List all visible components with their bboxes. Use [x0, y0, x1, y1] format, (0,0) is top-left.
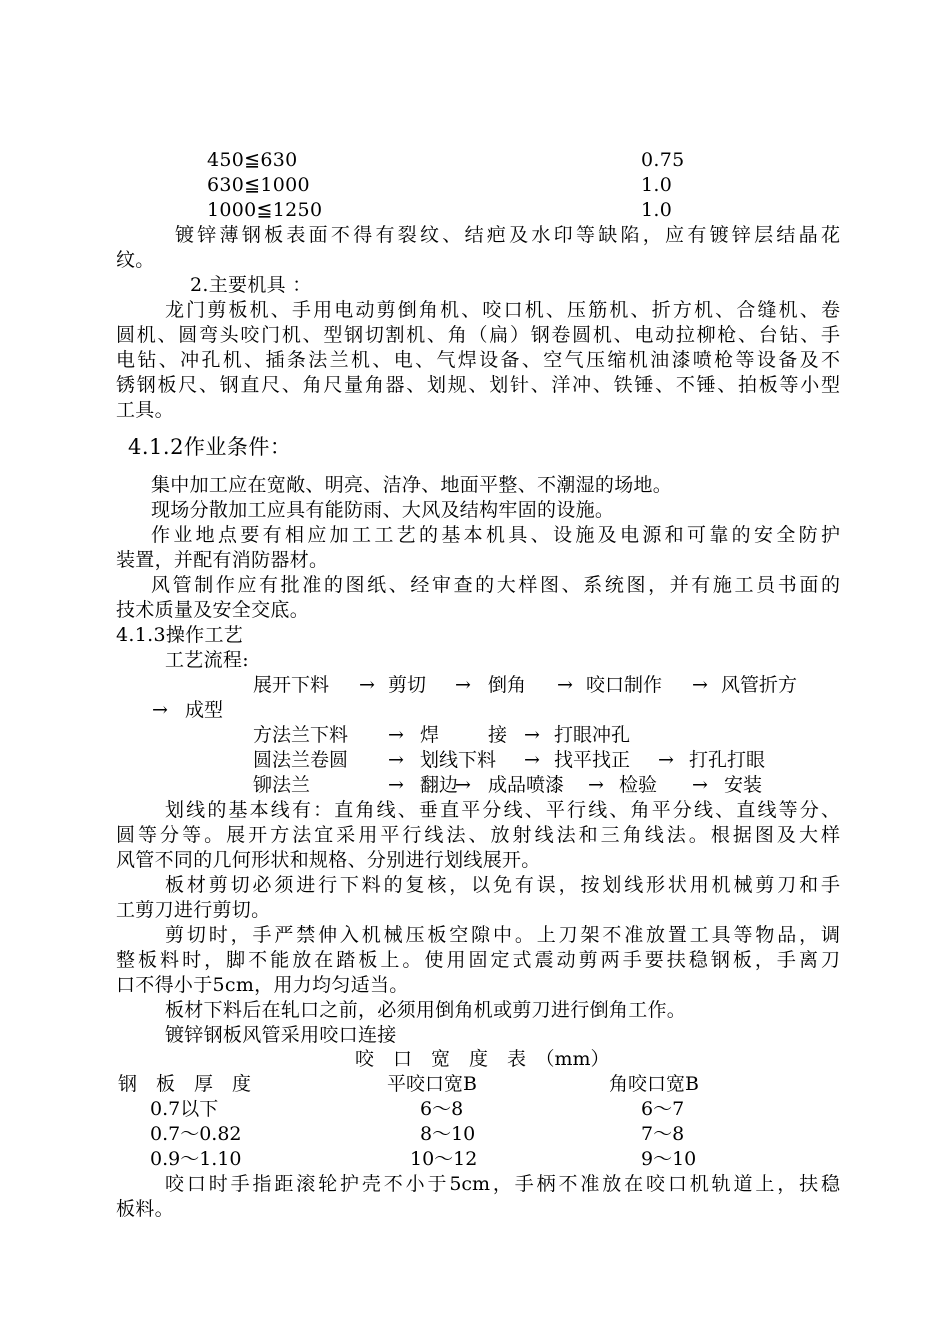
section-412-para-3-line-2: 装置，并配有消防器材。 — [116, 549, 329, 571]
flow4-step-3: 成品喷漆 — [488, 774, 565, 796]
section-412-para-1: 集中加工应在宽敞、明亮、洁净、地面平整、不潮湿的场地。 — [151, 474, 673, 496]
thickness-value-1: 0.75 — [641, 149, 685, 171]
section-412-para-4-line-1: 风管制作应有批准的图纸、经审查的大样图、系统图，并有施工员书面的 — [151, 574, 840, 596]
flow1-arrow-1: → — [359, 674, 375, 696]
thickness-range-1: 450≦630 — [207, 149, 298, 171]
seam-table-header-thickness: 钢 板 厚 度 — [118, 1073, 252, 1095]
flow1-step-3: 倒角 — [488, 674, 527, 696]
flow4-step-4: 检验 — [619, 774, 658, 796]
thickness-range-2: 630≦1000 — [207, 174, 310, 196]
flow1-step-4: 咬口制作 — [586, 674, 663, 696]
seam-table-row-2-thickness: 0.7～0.82 — [150, 1123, 242, 1145]
cutting-line-1: 板材剪切必须进行下料的复核，以免有误，按划线形状用机械剪刀和手 — [165, 874, 840, 896]
seam-table-row-1-thickness: 0.7以下 — [150, 1098, 219, 1120]
seam-intro: 镀锌钢板风管采用咬口连接 — [165, 1024, 397, 1046]
flow4-step-2: 翻边 — [420, 774, 459, 796]
flow4-arrow-3: → — [588, 774, 604, 796]
flow2-step-2: 焊 — [420, 724, 440, 746]
galvanized-para-line-1: 镀锌薄钢板表面不得有裂纹、结疤及水印等缺陷，应有镀锌层结晶花 — [175, 224, 840, 246]
safety-line-1: 剪切时，手严禁伸入机械压板空隙中。上刀架不准放置工具等物品，调 — [165, 924, 840, 946]
seam-table-row-2-corner: 7～8 — [641, 1123, 685, 1145]
seam-table-row-3-thickness: 0.9～1.10 — [150, 1148, 242, 1170]
seam-table-row-1-flat: 6～8 — [420, 1098, 464, 1120]
tools-heading: 2.主要机具 ： — [190, 274, 312, 296]
flow3-step-4: 打孔打眼 — [689, 749, 766, 771]
seam-table-title: 咬 口 宽 度 表 （mm） — [355, 1048, 610, 1070]
seam-table-row-2-flat: 8～10 — [420, 1123, 476, 1145]
marking-line-2: 圆等分等。展开方法宜采用平行线法、放射线法和三角线法。根据图及大样 — [116, 824, 840, 846]
seam-table-header-flat: 平咬口宽B — [387, 1073, 477, 1095]
marking-line-1: 划线的基本线有：直角线、垂直平分线、平行线、角平分线、直线等分、 — [165, 799, 840, 821]
flow3-arrow-3: → — [658, 749, 674, 771]
flow1-step-1: 展开下料 — [253, 674, 330, 696]
cutting-line-2: 工剪刀进行剪切。 — [116, 899, 271, 921]
flow2-step-1: 方法兰下料 — [253, 724, 349, 746]
flow4-step-1: 铆法兰 — [253, 774, 311, 796]
flow2-arrow-2: → — [524, 724, 540, 746]
flow2-arrow-1: → — [388, 724, 404, 746]
process-flow-row-1-cont — [0, 698, 950, 723]
flow1-step-6: 成型 — [185, 699, 224, 721]
safety-line-3: 口不得小于5cm，用力均匀适当。 — [116, 974, 409, 996]
seam-table-row-1-corner: 6～7 — [641, 1098, 685, 1120]
tools-line-3: 电钻、冲孔机、插条法兰机、电、气焊设备、空气压缩机油漆喷枪等设备及不 — [116, 349, 840, 371]
marking-line-3: 风管不同的几何形状和规格、分别进行划线展开。 — [116, 849, 541, 871]
flow4-arrow-1: → — [388, 774, 404, 796]
thickness-range-3: 1000≦1250 — [207, 199, 323, 221]
flow4-arrow-4: → — [692, 774, 708, 796]
tools-line-4: 锈钢板尺、钢直尺、角尺量角器、划规、划针、洋冲、铁锤、不锤、拍板等小型 — [116, 374, 840, 396]
flow1-arrow-2: → — [455, 674, 471, 696]
flow4-step-5: 安装 — [724, 774, 763, 796]
tools-line-2: 圆机、圆弯头咬门机、型钢切割机、角（扁）钢卷圆机、电动拉柳枪、台钻、手 — [116, 324, 840, 346]
seam-table-header-corner: 角咬口宽B — [609, 1073, 699, 1095]
final-para-line-1: 咬口时手指距滚轮护壳不小于5cm，手柄不准放在咬口机轨道上，扶稳 — [165, 1173, 840, 1195]
flow3-step-2: 划线下料 — [420, 749, 497, 771]
flow3-step-1: 圆法兰卷圆 — [253, 749, 349, 771]
chamfer-para: 板材下料后在轧口之前，必须用倒角机或剪刀进行倒角工作。 — [165, 999, 687, 1021]
flow1-step-2: 剪切 — [388, 674, 427, 696]
process-flow-label: 工艺流程: — [165, 649, 249, 671]
process-flow-row-2 — [0, 723, 950, 748]
section-412-heading: 4.1.2作业条件： — [128, 435, 292, 459]
flow2-step-4: 打眼冲孔 — [554, 724, 631, 746]
galvanized-para-line-2: 纹。 — [116, 249, 155, 271]
section-412-para-4-line-2: 技术质量及安全交底。 — [116, 599, 310, 621]
safety-line-2: 整板料时，脚不能放在踏板上。使用固定式震动剪两手要扶稳钢板，手离刀 — [116, 949, 840, 971]
thickness-value-2: 1.0 — [641, 174, 673, 196]
section-412-para-3-line-1: 作业地点要有相应加工工艺的基本机具、设施及电源和可靠的安全防护 — [151, 524, 840, 546]
flow1-arrow-5: → — [152, 699, 168, 721]
flow2-step-3: 接 — [488, 724, 508, 746]
final-para-line-2: 板料。 — [116, 1198, 174, 1220]
flow3-arrow-1: → — [388, 749, 404, 771]
tools-line-1: 龙门剪板机、手用电动剪倒角机、咬口机、压筋机、折方机、合缝机、卷 — [165, 299, 840, 321]
section-413-heading: 4.1.3操作工艺 — [116, 624, 244, 646]
flow4-arrow-2: → — [455, 774, 471, 796]
process-flow-row-1 — [0, 673, 950, 698]
section-412-para-2: 现场分散加工应具有能防雨、大风及结构牢固的设施。 — [151, 499, 615, 521]
flow3-step-3: 找平找正 — [554, 749, 631, 771]
process-flow-row-4 — [0, 773, 950, 798]
flow1-arrow-4: → — [692, 674, 708, 696]
tools-line-5: 工具。 — [116, 399, 174, 421]
thickness-value-3: 1.0 — [641, 199, 673, 221]
flow1-arrow-3: → — [557, 674, 573, 696]
process-flow-row-3 — [0, 748, 950, 773]
flow3-arrow-2: → — [524, 749, 540, 771]
seam-table-row-3-corner: 9～10 — [641, 1148, 697, 1170]
seam-table-row-3-flat: 10～12 — [410, 1148, 478, 1170]
flow1-step-5: 风管折方 — [721, 674, 798, 696]
